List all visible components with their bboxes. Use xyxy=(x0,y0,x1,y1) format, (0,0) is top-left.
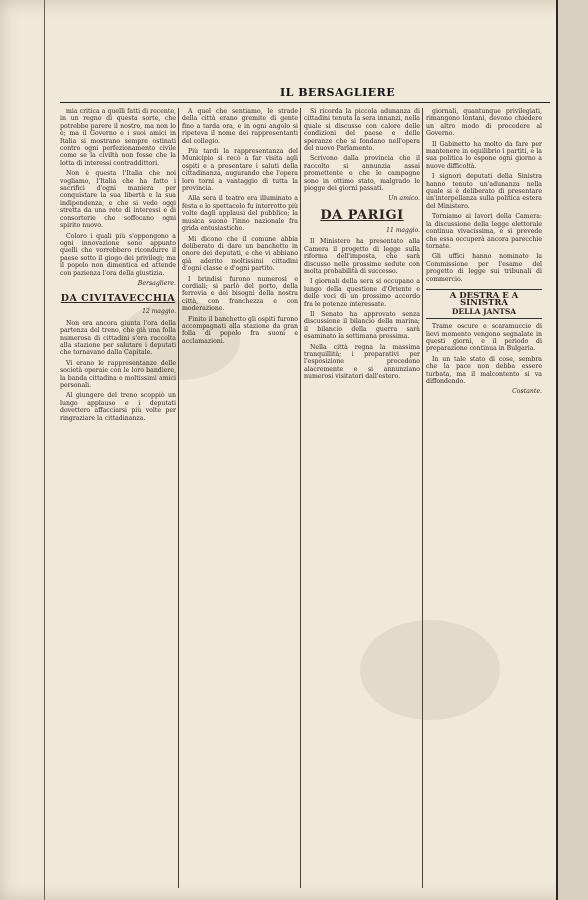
section-heading: DA CIVITAVECCHIA xyxy=(60,293,176,305)
article-paragraph: Alla sera il teatro era illuminato a festa e lo spettacolo fu interrotto più volte dagli applausi del pubblico; la musica suonò l'inno nazionale fra grida entusiastiche. xyxy=(182,195,298,233)
article-paragraph: Al giungere del treno scoppiò un lungo applauso e i deputati dovettero affacciarsi più volte per ringraziare la cittadinanza. xyxy=(60,392,176,422)
article-paragraph: Gli uffici hanno nominato la Commissione per l'esame del progetto di legge sui tribunali di commercio. xyxy=(426,253,542,283)
section-heading: A DESTRA E A SINISTRA xyxy=(449,290,519,309)
article-paragraph: Più tardi la rappresentanza del Municipio si recò a far visita agli ospiti e a presentare i saluti della cittadinanza, augurando che l'opera loro torni a vantaggio di tutta la provincia. xyxy=(182,148,298,193)
article-paragraph: Vi erano le rappresentanze delle società operaie con le loro bandiere, la banda cittadina e moltissimi amici personali. xyxy=(60,359,176,389)
article-paragraph: Il Senato ha approvato senza discussione il bilancio della marina; il bilancio della guerra sarà esaminato la settimana prossima. xyxy=(304,310,420,341)
masthead-rule xyxy=(60,102,550,103)
article-paragraph: Finito il banchetto gli ospiti furono accompagnati alla stazione da gran folla di popolo fra suoni e acclamazioni. xyxy=(182,315,298,345)
column-2 xyxy=(182,108,298,888)
article-paragraph: Non è questa l'Italia che noi vogliamo, l'Italia che ha fatto i sacrifici d'ogni maniera per conquistare la sua libertà e la sua indipendenza, e che si vede oggi stretta da una rete di interessi e di consorterie che soffocano ogni spirito nuovo. xyxy=(60,170,176,230)
column-3 xyxy=(304,108,420,888)
left-page-edge xyxy=(0,0,45,900)
adjacent-page-strip xyxy=(556,0,588,900)
column-4 xyxy=(426,108,542,888)
article-paragraph: Scrivono dalla provincia che il raccolto si annunzia assai promettente e che le campagne sono in ottimo stato, malgrado le piogge dei giorni passati. xyxy=(304,155,420,193)
article-paragraph: Mi dicono che il comune abbia deliberato di dare un banchetto in onore dei deputati, e che vi abbiano già aderito moltissimi cittadini d'ogni classe e d'ogni partito. xyxy=(182,235,298,273)
article-paragraph: Il Ministero ha presentato alla Camera il progetto di legge sulla riforma dell'imposta, che sarà discusso nelle prossime sedute con molta probabilità di successo. xyxy=(304,238,420,275)
article-paragraph: I brindisi furono numerosi e cordiali; si parlò del porto, della ferrovia e dei bisogni della nostra città, con franchezza e con moderazione. xyxy=(182,275,298,313)
column-divider xyxy=(178,108,179,888)
masthead xyxy=(60,88,560,104)
article-paragraph: Trame oscure e scaramuccie di lievi momento vengono segnalate in questi giorni, e il periodo di preparazione continua in Bulgaria. xyxy=(426,323,542,353)
article-paragraph: Il Gabinetto ha molto da fare per mantenere in equilibrio i partiti, e la sua politica lo espone ogni giorno a nuove difficoltà. xyxy=(426,140,542,170)
column-1 xyxy=(60,108,176,888)
article-signature: Bersagliere. xyxy=(137,279,176,287)
article-paragraph: In un tale stato di cose, sembra che la pace non debba essere turbata, ma il malcontento si va diffondendo. xyxy=(426,355,542,385)
section-heading: DA PARIGI xyxy=(320,207,404,223)
article-paragraph: mia critica a quelli fatti di recente, in un regno di questa sorte, che potrebbe parere il nostro, ma non lo è; ma il Governo e i suoi amici in Italia si mostrano sempre ostinati contro ogni perfezionamento civile come se la civiltà non fosse che la lotta di interessi contraddittori. xyxy=(60,108,176,167)
article-paragraph: Si ricorda la piccola adunanza di cittadini tenuta la sera innanzi, nella quale si discusse con calore delle condizioni del paese e delle speranze che si fondano nell'opera del nuovo Parlamento. xyxy=(304,108,420,153)
section-dateline: 12 maggio. xyxy=(142,308,176,316)
article-signature: Costante. xyxy=(512,388,542,396)
article-paragraph: Coloro i quali più s'oppongono a ogni innovazione sono appunto quelli che vorrebbero ricondurre il paese sotto il giogo dei privilegi; ma il popolo non dimentica ed attende con pazienza l'ora della giustizia. xyxy=(60,232,176,277)
article-paragraph: I signori deputati della Sinistra hanno tenuto un'adunanza nella quale si è deliberato di presentare un'interpellanza sulla politica estera del Ministero. xyxy=(426,173,542,210)
section-heading-box xyxy=(426,289,542,319)
article-paragraph: Nella città regna la massima tranquillità; i preparativi per l'esposizione procedono alacremente e si annunziano numerosi visitatori dall'estero. xyxy=(304,343,420,381)
column-divider xyxy=(422,108,423,888)
newspaper-title: IL BERSAGLIERE xyxy=(280,86,396,99)
article-paragraph: giornali, quantunque privilegiati, rimangono lontani, devono chiedere un altro modo di procedere al Governo. xyxy=(426,108,542,138)
article-paragraph: Torniamo ai lavori della Camera: la discussione della legge elettorale continua vivacissima, e si prevede che essa occuperà ancora parecchie tornate. xyxy=(426,213,542,250)
article-signature: Un amico. xyxy=(388,195,420,203)
article-paragraph: Non era ancora giunta l'ora della partenza del treno, che già una folla numerosa di cittadini s'era raccolta alla stazione per salutare i deputati che tornavano dalla Capitale. xyxy=(60,319,176,357)
article-paragraph: A quel che sentiamo, le strade della città erano gremite di gente fino a tarda ora, e in ogni angolo si ripeteva il nome dei rappresentanti del collegio. xyxy=(182,108,298,145)
section-subheading: DELLA JANTSA xyxy=(451,306,517,316)
column-divider xyxy=(300,108,301,888)
section-dateline: 11 maggio. xyxy=(386,226,420,234)
article-paragraph: I giornali della sera si occupano a lungo della questione d'Oriente e delle voci di un prossimo accordo fra le potenze interessate. xyxy=(304,278,420,308)
